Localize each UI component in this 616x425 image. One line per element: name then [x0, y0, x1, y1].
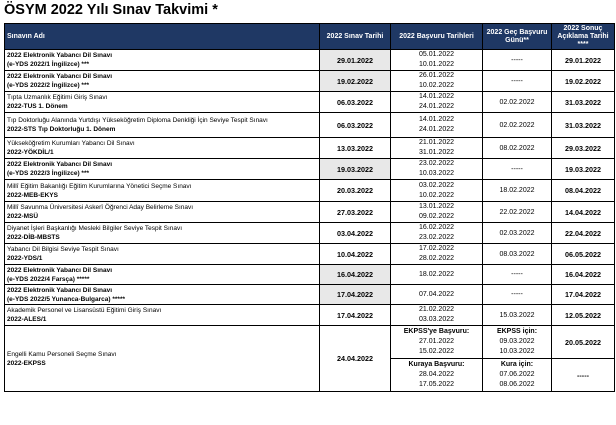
exam-date: 19.02.2022	[320, 71, 391, 92]
late-date-2: 10.03.2022	[499, 348, 535, 355]
late-application-kura	[483, 359, 552, 392]
table-row	[5, 180, 615, 202]
application-end: 10.01.2022	[418, 61, 455, 68]
table-row	[5, 138, 615, 159]
exam-name: 2022 Elektronik Yabancı Dil Sınavı	[7, 52, 113, 59]
application-start: 05.01.2022	[418, 51, 455, 58]
exam-code: 2022-DİB-MBSTS	[7, 234, 60, 241]
application-dates	[391, 159, 483, 180]
exam-name: Diyanet İşleri Başkanlığı Mesleki Bilgiler Seviye Tespit Sınavı	[7, 225, 183, 232]
application-dates	[391, 113, 483, 138]
late-application-date: -----	[483, 265, 552, 285]
page-title: ÖSYM 2022 Yılı Sınav Takvimi *	[4, 2, 218, 18]
exam-date: 29.01.2022	[320, 50, 391, 71]
exam-name: Yükseköğretim Kurumları Yabancı Dil Sınavı	[7, 140, 135, 147]
application-end: 17.05.2022	[418, 381, 455, 388]
application-dates	[391, 285, 483, 305]
application-dates	[391, 50, 483, 71]
late-subhead: EKPSS için:	[496, 328, 538, 335]
late-application-date: 15.03.2022	[483, 305, 552, 326]
application-end: 10.02.2022	[418, 82, 455, 89]
application-end: 09.02.2022	[418, 213, 455, 220]
application-start: 14.01.2022	[418, 93, 455, 100]
application-start: 21.01.2022	[418, 139, 455, 146]
exam-name: Engelli Kamu Personeli Seçme Sınavı	[7, 350, 117, 358]
application-dates	[391, 180, 483, 202]
header-application-dates: 2022 Başvuru Tarihleri	[391, 24, 483, 50]
exam-date: 03.04.2022	[320, 223, 391, 244]
application-subhead: Kuraya Başvuru:	[408, 361, 465, 368]
exam-date: 27.03.2022	[320, 202, 391, 223]
late-application-date: -----	[483, 71, 552, 92]
application-start: 23.02.2022	[418, 160, 455, 167]
table-row	[5, 92, 615, 113]
application-dates	[391, 202, 483, 223]
exam-date: 13.03.2022	[320, 138, 391, 159]
application-end: 10.03.2022	[418, 170, 455, 177]
late-application-date: 02.03.2022	[483, 223, 552, 244]
exam-name: 2022 Elektronik Yabancı Dil Sınavı	[7, 266, 113, 274]
exam-schedule-table	[4, 23, 615, 392]
late-application-date: 02.02.2022	[483, 113, 552, 138]
result-date: 17.04.2022	[552, 285, 615, 305]
exam-name-cell	[5, 223, 320, 244]
header-exam-name: Sınavın Adı	[5, 24, 320, 50]
result-date: 31.03.2022	[552, 92, 615, 113]
result-date: 08.04.2022	[552, 180, 615, 202]
exam-name-cell	[5, 50, 320, 71]
result-date: 22.04.2022	[552, 223, 615, 244]
late-application-date: 08.02.2022	[483, 138, 552, 159]
exam-code: (e-YDS 2022/3 İngilizce) ***	[7, 170, 90, 177]
application-start: 26.01.2022	[418, 72, 455, 79]
application-end: 24.01.2022	[418, 103, 455, 110]
header-exam-date: 2022 Sınav Tarihi	[320, 24, 391, 50]
application-dates-kura	[391, 359, 483, 392]
application-end: 18.02.2022	[418, 270, 455, 278]
late-application-date: 22.02.2022	[483, 202, 552, 223]
table-row	[5, 265, 615, 285]
exam-name: Tıpta Uzmanlık Eğitimi Giriş Sınavı	[7, 94, 108, 101]
application-end: 15.02.2022	[418, 348, 455, 355]
exam-name: 2022 Elektronik Yabancı Dil Sınavı	[7, 161, 113, 168]
result-date: 19.03.2022	[552, 159, 615, 180]
application-dates	[391, 138, 483, 159]
exam-date: 06.03.2022	[320, 92, 391, 113]
exam-code: (e-YDS 2022/5 Yunanca-Bulgarca) *****	[7, 295, 126, 303]
application-start: 14.01.2022	[418, 116, 455, 123]
exam-date: 06.03.2022	[320, 113, 391, 138]
table-row	[5, 223, 615, 244]
late-application-date: 08.03.2022	[483, 244, 552, 265]
exam-name: Millî Savunma Üniversitesi Askerî Öğrenci Aday Belirleme Sınavı	[7, 204, 194, 211]
late-subhead: Kura için:	[500, 361, 534, 368]
late-application-date: 18.02.2022	[483, 180, 552, 202]
late-date-1: 07.06.2022	[499, 371, 535, 378]
late-application-ekpss	[483, 326, 552, 359]
application-start: 28.04.2022	[418, 371, 455, 378]
application-start: 17.02.2022	[418, 245, 455, 252]
late-application-date: -----	[483, 159, 552, 180]
exam-code: 2022-YDS/1	[7, 255, 43, 262]
exam-date: 17.04.2022	[320, 305, 391, 326]
result-date: 29.03.2022	[552, 138, 615, 159]
exam-code: (e-YDS 2022/2 İngilizce) ***	[7, 82, 90, 89]
application-start: 07.04.2022	[418, 290, 455, 298]
exam-code: (e-YDS 2022/1 İngilizce) ***	[7, 61, 90, 68]
result-date: 16.04.2022	[552, 265, 615, 285]
application-dates	[391, 92, 483, 113]
exam-date: 16.04.2022	[320, 265, 391, 285]
table-row	[5, 50, 615, 71]
exam-code: 2022-STS Tıp Doktorluğu 1. Dönem	[7, 126, 116, 133]
result-date: 31.03.2022	[552, 113, 615, 138]
exam-code: 2022-TUS 1. Dönem	[7, 103, 68, 110]
header-late-application: 2022 Geç Başvuru Günü**	[483, 24, 552, 50]
exam-name: Millî Eğitim Bakanlığı Eğitim Kurumlarına Yönetici Seçme Sınavı	[7, 182, 192, 190]
application-end: 31.01.2022	[418, 149, 455, 156]
exam-date: 17.04.2022	[320, 285, 391, 305]
table-row	[5, 159, 615, 180]
application-start: 13.01.2022	[418, 203, 455, 210]
exam-name: 2022 Elektronik Yabancı Dil Sınavı	[7, 73, 113, 80]
application-subhead: EKPSS'ye Başvuru:	[403, 328, 470, 335]
result-date: 19.02.2022	[552, 71, 615, 92]
exam-name-cell	[5, 202, 320, 223]
exam-date: 24.04.2022	[320, 326, 391, 392]
result-date: 14.04.2022	[552, 202, 615, 223]
exam-name: Akademik Personel ve Lisansüstü Eğitimi Giriş Sınavı	[7, 307, 162, 314]
application-start: 16.02.2022	[418, 224, 455, 231]
table-row	[5, 285, 615, 305]
exam-date: 20.03.2022	[320, 180, 391, 202]
application-dates	[391, 223, 483, 244]
late-application-date: 02.02.2022	[483, 92, 552, 113]
application-dates	[391, 71, 483, 92]
application-start: 03.02.2022	[418, 181, 455, 189]
exam-code: (e-YDS 2022/4 Farsça) *****	[7, 275, 90, 283]
table-row-ekpss-a	[5, 326, 615, 359]
exam-name-cell	[5, 92, 320, 113]
application-start: 27.01.2022	[418, 338, 455, 345]
exam-name: Yabancı Dil Bilgisi Seviye Tespit Sınavı	[7, 246, 119, 253]
late-application-date: -----	[483, 285, 552, 305]
exam-code: 2022-MSÜ	[7, 213, 39, 220]
application-dates-ekpss	[391, 326, 483, 359]
exam-code: 2022-EKPSS	[7, 359, 46, 367]
application-dates	[391, 305, 483, 326]
application-end: 23.02.2022	[418, 234, 455, 241]
exam-name-cell	[5, 138, 320, 159]
table-header-row	[5, 24, 615, 50]
exam-code: 2022-MEB-EKYS	[7, 191, 58, 199]
result-date: 29.01.2022	[552, 50, 615, 71]
exam-name-cell	[5, 113, 320, 138]
result-date: 20.05.2022	[552, 326, 615, 359]
result-date: -----	[552, 359, 615, 392]
application-end: 28.02.2022	[418, 255, 455, 262]
table-row	[5, 71, 615, 92]
application-dates	[391, 265, 483, 285]
exam-code: 2022-ALES/1	[7, 316, 47, 323]
application-start: 21.02.2022	[418, 306, 455, 313]
late-date-1: 09.03.2022	[499, 338, 535, 345]
late-application-date: -----	[483, 50, 552, 71]
table-row	[5, 202, 615, 223]
exam-name-cell	[5, 159, 320, 180]
exam-name-cell	[5, 244, 320, 265]
application-end: 10.02.2022	[418, 191, 455, 199]
result-date: 12.05.2022	[552, 305, 615, 326]
table-row	[5, 244, 615, 265]
application-end: 24.01.2022	[418, 126, 455, 133]
application-end: 03.03.2022	[418, 316, 455, 323]
exam-name-cell	[5, 180, 320, 202]
table-row	[5, 113, 615, 138]
result-date: 06.05.2022	[552, 244, 615, 265]
exam-name-cell	[5, 326, 320, 392]
exam-name: Tıp Doktorluğu Alanında Yurtdışı Yükseköğretim Diploma Denkliği İçin Seviye Tespit Sınavı	[7, 117, 268, 124]
exam-date: 19.03.2022	[320, 159, 391, 180]
exam-date: 10.04.2022	[320, 244, 391, 265]
exam-name-cell	[5, 265, 320, 285]
exam-name: 2022 Elektronik Yabancı Dil Sınavı	[7, 286, 113, 294]
exam-name-cell	[5, 285, 320, 305]
exam-code: 2022-YÖKDİL/1	[7, 149, 54, 156]
late-date-2: 08.06.2022	[499, 381, 535, 388]
table-row	[5, 305, 615, 326]
application-dates	[391, 244, 483, 265]
exam-name-cell	[5, 71, 320, 92]
header-result-date: 2022 Sonuç Açıklama Tarihi ****	[552, 24, 615, 50]
exam-name-cell	[5, 305, 320, 326]
